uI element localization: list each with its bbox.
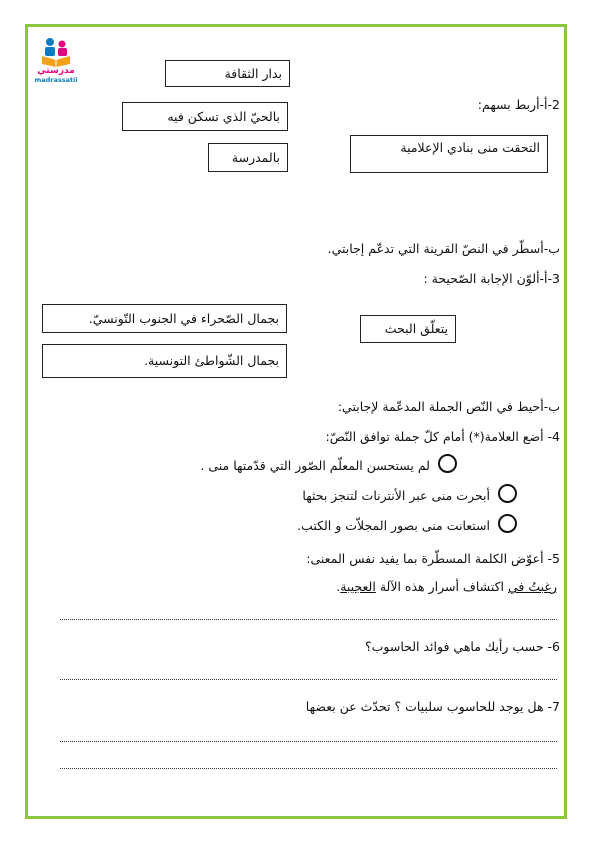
q4-answer-circle-2[interactable] [498,484,517,503]
q3-option-text: بجمال الصّحراء في الجنوب التّونسيّ. [88,311,279,326]
q5-underlined-word: العجيبة [340,579,376,594]
q4-title: 4- أضع العلامة(*) أمام كلّ جملة توافق النّصّ: [325,429,560,444]
q5-title: 5- أعوّض الكلمة المسطّرة بما يفيد نفس المعنى: [306,551,560,566]
q7-title: 7- هل يوجد للحاسوب سلبيات ؟ تحدّث عن بعضها [305,699,560,714]
q6-answer-line[interactable] [60,679,557,680]
q2-option-text: بدار الثقافة [224,66,282,81]
q3-right-box[interactable] [360,315,456,343]
q3-title: 3-أ-ألوّن الإجابة الصّحيحة : [423,271,560,286]
q2-option-box-3[interactable] [208,143,288,172]
q7-answer-line-1[interactable] [60,741,557,742]
q4-answer-circle-3[interactable] [498,514,517,533]
q2-option-text: بالمدرسة [231,150,280,165]
logo-latin-text: madrassatii [34,76,78,84]
q7-answer-line-2[interactable] [60,768,557,769]
q4-statement-3: استعانت منى بصور المجلاّت و الكتب. [297,518,490,533]
children-reading-icon [30,36,82,68]
q6-title: 6- حسب رأيك ماهي فوائد الحاسوب؟ [365,639,560,654]
madrassatii-logo [30,36,82,86]
q2-b-instruction: ب-أسطّر في النصّ القرينة التي تدعّم إجابتي. [327,241,560,256]
q5-answer-line[interactable] [60,619,557,620]
q3-right-text: يتعلّق البحث [384,321,448,336]
q3-option-box-2[interactable] [42,344,287,378]
q4-statement-2: أبحرت منى عبر الأنترنات لتنجز بحثها [302,488,490,503]
q5-underlined-phrase: رغبتُ في [508,579,557,594]
logo-arabic-text: مدرستي [37,66,75,76]
q2-title: 2-أ-أربط بسهم: [477,97,560,112]
q3-option-box-1[interactable] [42,304,287,333]
q3-b-instruction: ب-أحيط في النّص الجملة المدعّمة لإجابتي: [337,399,560,414]
q5-sentence [336,578,557,596]
q2-center-box[interactable] [350,135,548,173]
q4-statement-1: لم يستحسن المعلّم الصّور التي قدّمتها منى . [200,458,430,473]
q2-option-box-1[interactable] [165,60,290,87]
q2-option-text: بالحيّ الذي تسكن فيه [167,109,280,124]
q5-sentence-end: . [336,579,341,594]
q3-option-text: بجمال الشّواطئ التونسية. [144,353,279,368]
q2-option-box-2[interactable] [122,102,288,131]
q5-sentence-middle: اكتشاف أسرار هذه الآلة [375,579,508,594]
q2-center-text: التحقت منى بنادي الإعلامية [400,140,540,155]
q4-answer-circle-1[interactable] [438,454,457,473]
